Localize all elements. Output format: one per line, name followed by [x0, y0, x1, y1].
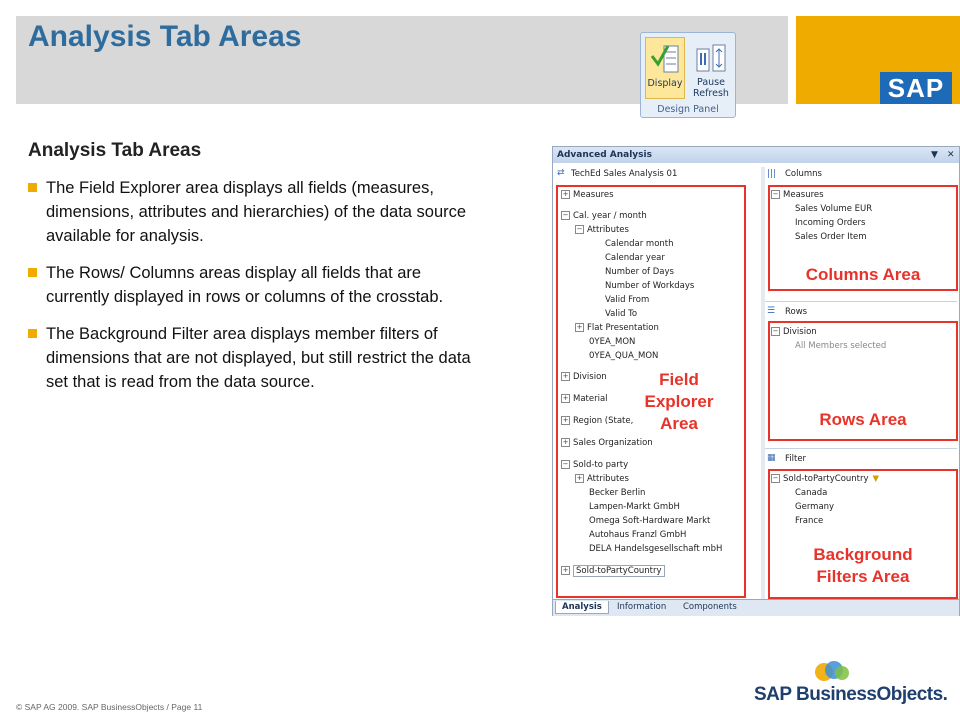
rows-item[interactable]: All Members selected [795, 341, 887, 351]
bullet-square-icon [28, 268, 37, 277]
collapse-icon[interactable]: − [772, 190, 779, 198]
field-label-line3: Area [660, 414, 698, 433]
tab-analysis[interactable]: Analysis [555, 601, 609, 614]
expand-icon[interactable]: + [576, 323, 583, 331]
rows-area-label: Rows Area [819, 410, 907, 429]
close-icon[interactable]: ✕ [947, 150, 955, 160]
pause-label: Pause [697, 77, 725, 88]
tree-item[interactable]: Becker Berlin [589, 488, 646, 498]
expand-icon[interactable]: + [562, 566, 569, 574]
businessobjects-orb-icon [812, 658, 852, 684]
collapse-icon[interactable]: − [576, 225, 583, 233]
columns-item[interactable]: Sales Order Item [795, 232, 867, 242]
expand-icon[interactable]: + [562, 416, 569, 424]
tree-label: Sold-to party [573, 460, 629, 470]
tree-item[interactable]: DELA Handelsgesellschaft mbH [589, 544, 723, 554]
tree-item[interactable]: Valid To [605, 309, 638, 319]
collapse-icon[interactable]: − [772, 327, 779, 335]
columns-item[interactable]: Sales Volume EUR [795, 204, 873, 214]
panel-splitter[interactable] [761, 167, 765, 599]
bullet-square-icon [28, 329, 37, 338]
tree-label: Attributes [587, 225, 629, 235]
collapse-icon[interactable]: − [562, 460, 569, 468]
filter-item[interactable]: France [795, 516, 824, 526]
columns-area-label: Columns Area [805, 265, 921, 284]
tab-information[interactable]: Information [617, 602, 667, 612]
background-filters-area-label [775, 544, 951, 588]
dropdown-arrow-icon[interactable]: ▼ [931, 150, 938, 160]
display-label: Display [647, 78, 683, 89]
columns-icon: ||| [767, 169, 777, 179]
bg-label-line1: Background [813, 545, 913, 564]
tree-label: Sales Organization [573, 438, 653, 448]
bullet-text: The Field Explorer area displays all fields (measures, dimensions, attributes and hierarchies) of the data source available for analysis. [46, 179, 467, 245]
field-explorer-area-label [637, 369, 721, 435]
sap-businessobjects-logo [754, 658, 948, 708]
filter-separator [765, 448, 957, 449]
data-source-icon: ⇄ [557, 168, 565, 178]
tree-label: Sold-toPartyCountry [783, 474, 869, 484]
pause-refresh-label [691, 77, 731, 99]
tree-item[interactable]: Calendar month [605, 239, 674, 249]
field-label-line2: Explorer [644, 392, 714, 411]
filter-item[interactable]: Canada [795, 488, 828, 498]
tree-item[interactable]: Omega Soft-Hardware Markt [589, 516, 711, 526]
expand-icon[interactable]: + [562, 190, 569, 198]
rows-icon: ☰ [767, 306, 776, 316]
tree-label: Cal. year / month [573, 211, 647, 221]
expand-icon[interactable]: + [562, 372, 569, 380]
pause-refresh-button[interactable] [691, 37, 731, 99]
display-button[interactable] [645, 37, 685, 99]
filter-header: Filter [785, 454, 807, 464]
advanced-analysis-panel [552, 146, 960, 616]
bullet-item [28, 261, 488, 309]
data-source-name[interactable]: TechEd Sales Analysis 01 [571, 169, 678, 179]
panel-title: Advanced Analysis [557, 150, 652, 160]
pause-refresh-icon [695, 41, 727, 75]
design-panel [640, 32, 736, 118]
tree-item[interactable]: Valid From [605, 295, 650, 305]
tree-label: Flat Presentation [587, 323, 659, 333]
bullet-square-icon [28, 183, 37, 192]
expand-icon[interactable]: + [562, 438, 569, 446]
tree-item[interactable]: Number of Days [605, 267, 674, 277]
businessobjects-logo-text: SAP BusinessObjects. [754, 684, 948, 705]
tree-item[interactable]: Calendar year [605, 253, 665, 263]
filter-item[interactable]: Germany [795, 502, 835, 512]
tree-label: Division [783, 327, 817, 337]
columns-item[interactable]: Incoming Orders [795, 218, 866, 228]
tree-label: Measures [783, 190, 824, 200]
footer-copyright: © SAP AG 2009. SAP BusinessObjects / Page 11 [16, 702, 203, 712]
refresh-label: Refresh [693, 88, 729, 99]
expand-icon[interactable]: + [576, 474, 583, 482]
tree-label: Attributes [587, 474, 629, 484]
bullet-item [28, 322, 488, 394]
bg-label-line2: Filters Area [816, 567, 910, 586]
filter-grid-icon: ▦ [767, 453, 776, 463]
collapse-icon[interactable]: − [562, 211, 569, 219]
tree-label: Material [573, 394, 608, 404]
rows-separator [765, 301, 957, 302]
tree-item[interactable]: Number of Workdays [605, 281, 695, 291]
panel-titlebar [553, 147, 959, 163]
display-check-icon [650, 42, 682, 76]
expand-icon[interactable]: + [562, 394, 569, 402]
tree-label: Measures [573, 190, 614, 200]
tree-item[interactable]: Autohaus Franzl GmbH [589, 530, 687, 540]
bullet-item [28, 176, 488, 248]
bullet-text: The Background Filter area displays member filters of dimensions that are not displayed, but still restrict the data set that is read from the data source. [46, 325, 471, 391]
funnel-icon: ▼ [872, 474, 880, 484]
sap-logo: SAP [880, 72, 952, 104]
field-label-line1: Field [659, 370, 699, 389]
columns-header: Columns [785, 169, 822, 179]
rows-header: Rows [785, 307, 808, 317]
bullet-list [28, 176, 488, 407]
collapse-icon[interactable]: − [772, 474, 779, 482]
design-panel-caption: Design Panel [657, 104, 719, 115]
tree-item[interactable]: 0YEA_MON [589, 337, 636, 347]
tree-label: Sold-toPartyCountry [573, 565, 665, 577]
page-title: Analysis Tab Areas [28, 20, 302, 53]
section-subtitle: Analysis Tab Areas [28, 140, 202, 161]
tree-label: Division [573, 372, 607, 382]
bullet-text: The Rows/ Columns areas display all fields that are currently displayed in rows or columns of the crosstab. [46, 264, 444, 306]
tree-label: Region (State, [573, 416, 634, 426]
tree-item[interactable]: Lampen-Markt GmbH [589, 502, 680, 512]
tree-item[interactable]: 0YEA_QUA_MON [589, 351, 659, 361]
tab-components[interactable]: Components [683, 602, 737, 612]
panel-tabs [553, 599, 959, 616]
